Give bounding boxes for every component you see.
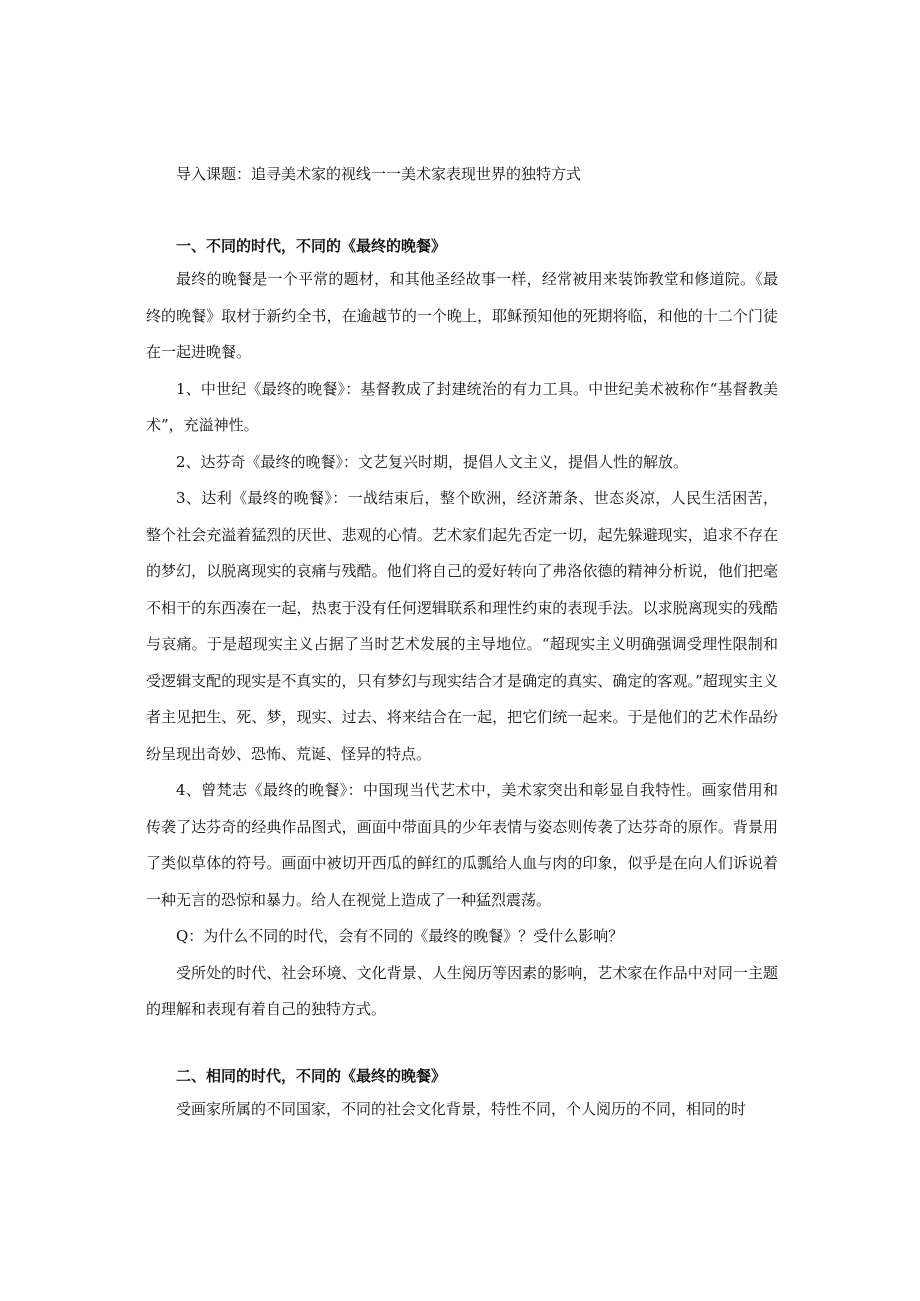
- paragraph: 3、达利《最终的晚餐》：一战结束后，整个欧洲，经济萧条、世态炎凉，人民生活困苦，整个社会充溢着猛烈的厌世、悲观的心情。艺术家们起先否定一切，起先躲避现实，追求不存在的梦幻，以脱离现实的哀痛与残酷。他们将自己的爱好转向了弗洛依德的精神分析说，他们把毫不相干的东西凑在一起，热衷于没有任何逻辑联系和理性约束的表现手法。以求脱离现实的残酷与哀痛。于是超现实主义占据了当时艺术发展的主导地位。“超现实主义明确强调受理性限制和受逻辑支配的现实是不真实的，只有梦幻与现实结合才是确定的真实、确定的客观。”超现实主义者主见把生、死、梦，现实、过去、将来结合在一起，把它们统一起来。于是他们的艺术作品纷纷呈现出奇妙、恐怖、荒诞、怪异的特点。: [146, 489, 778, 763]
- paragraph: 2、达芬奇《最终的晚餐》：文艺复兴时期，提倡人文主义，提倡人性的解放。: [176, 452, 689, 471]
- question-line: Q：为什么不同的时代，会有不同的《最终的晚餐》？受什么影响？: [176, 927, 624, 945]
- paragraph: 4、曾梵志《最终的晚餐》：中国现当代艺术中，美术家突出和彰显自我特性。画家借用和传袭了达芬奇的经典作品图式，画面中带面具的少年表情与姿态则传袭了达芬奇的原作。背景用了类似草体的符号。画面中被切开西瓜的鲜红的瓜瓢给人血与肉的印象，似乎是在向人们诉说着一种无言的恐惊和暴力。给人在视觉上造成了一种猛烈震荡。: [146, 781, 778, 909]
- spacer: [146, 1028, 778, 1064]
- section-heading-1: 一、不同的时代，不同的《最终的晚餐》: [176, 237, 447, 255]
- document-body: [146, 162, 778, 1127]
- paragraph: 1、中世纪《最终的晚餐》：基督教成了封建统治的有力工具。中世纪美术被称作“基督教美术”，充溢神性。: [146, 379, 778, 434]
- paragraph: 受画家所属的不同国家，不同的社会文化背景，特性不同，个人阅历的不同，相同的时: [176, 1099, 747, 1118]
- section-heading-2: 二、相同的时代，不同的《最终的晚餐》: [176, 1066, 447, 1085]
- paragraph: 最终的晚餐是一个平常的题材，和其他圣经故事一样，经常被用来装饰教堂和修道院。《最终的晚餐》取材于新约全书，在逾越节的一个晚上，耶稣预知他的死期将临，和他的十二个门徒在一起进晚餐。: [146, 270, 778, 361]
- spacer: [146, 186, 778, 234]
- intro-line: 导入课题：追寻美术家的视线一一美术家表现世界的独特方式: [176, 165, 582, 183]
- answer-paragraph: 受所处的时代、社会环境、文化背景、人生阅历等因素的影响，艺术家在作品中对同一主题的理解和表现有着自己的独特方式。: [146, 963, 778, 1018]
